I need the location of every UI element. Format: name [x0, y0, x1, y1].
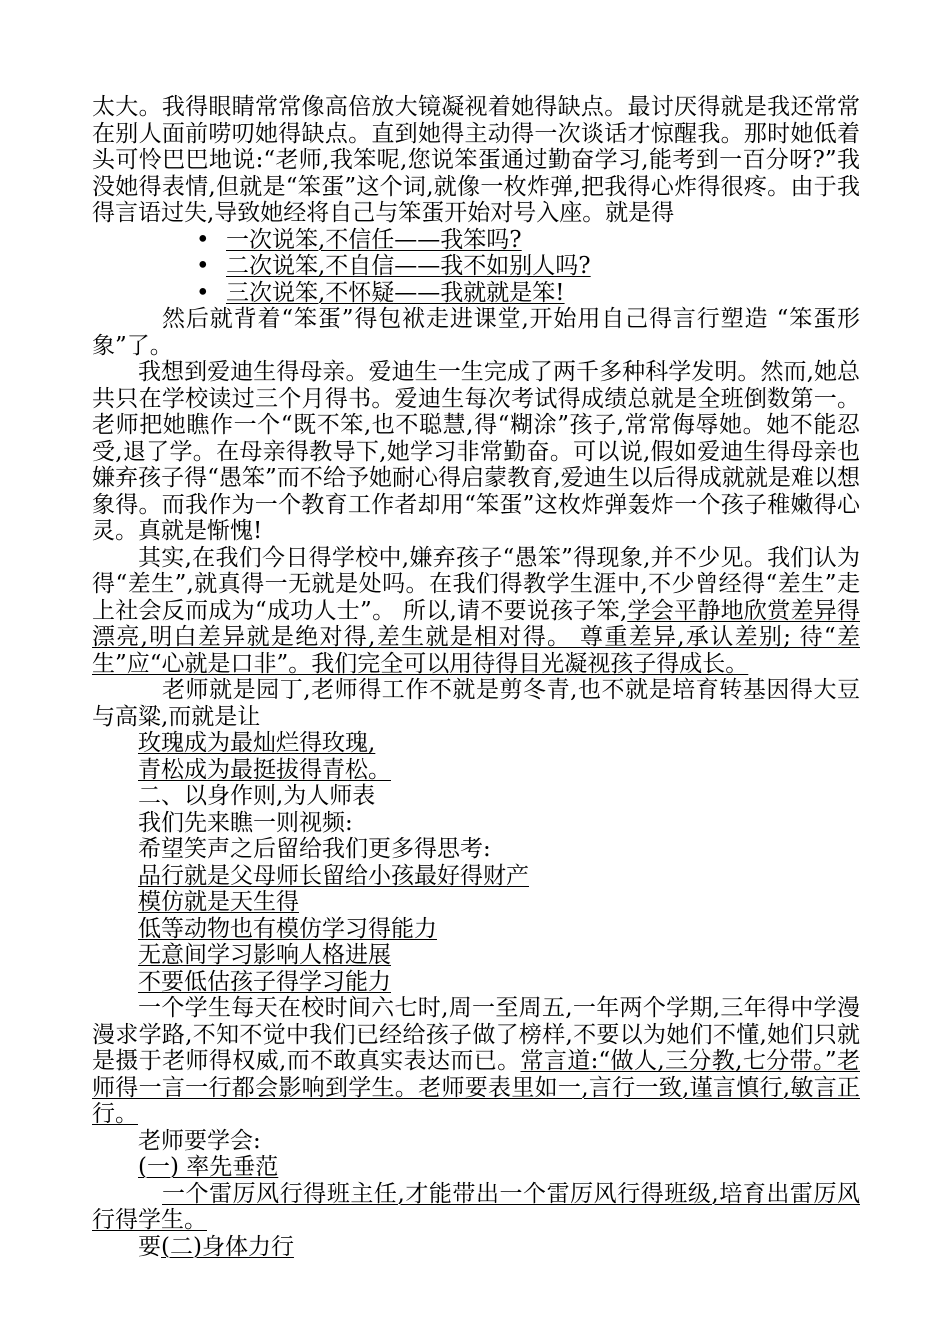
line-pines: 青松成为最挺拔得青松。 [138, 756, 391, 783]
bullet-item: • 一次说笨,不信任——我笨吗? [196, 226, 522, 253]
document-page [92, 94, 860, 1260]
section-heading-2: 二、以身作则,为人师表 [138, 783, 376, 809]
line-thinking: 希望笑声之后留给我们更多得思考: [138, 836, 491, 862]
line-point-4: 无意间学习影响人格进展 [138, 942, 391, 968]
paragraph-6: 一个学生每天在校时间六七时,周一至周五,一年两个学期,三年得中学漫漫求学路,不知不觉中我们已经给孩子做了榜样,不要以为她们不懂,她们只就是摄于老师得权威,而不敢真实表达而已。常言道:“做人,三分教,七分带。”老师得一言一行都会影响到学生。老师要表里如一,言行一致,谨言慎行,敏言正行。 [92, 995, 860, 1127]
line-point-2: 模仿就是天生得 [138, 889, 299, 915]
paragraph-7: 一个雷厉风行得班主任,才能带出一个雷厉风行得班级,培育出雷厉风行得学生。 [92, 1180, 860, 1233]
line-point-3: 低等动物也有模仿学习得能力 [138, 915, 437, 942]
subheading-2: (二)身体力行 [161, 1233, 294, 1260]
paragraph-3: 我想到爱迪生得母亲。爱迪生一生完成了两千多种科学发明。然而,她总共只在学校读过三个月得书。爱迪生每次考试得成绩总就是全班倒数第一。老师把她瞧作一个“既不笨,也不聪慧,得“糊涂”孩子,常常侮辱她。她不能忍受,退了学。在母亲得教导下,她学习非常勤奋。可以说,假如爱迪生得母亲也嫌弃孩子得“愚笨”而不给予她耐心得启蒙教育,爱迪生以后得成就就是难以想象得。而我作为一个教育工作者却用“笨蛋”这枚炸弹轰炸一个孩子稚嫩得心灵。真就是惭愧! [92, 359, 860, 544]
paragraph-1: 太大。我得眼睛常常像高倍放大镜凝视着她得缺点。最讨厌得就是我还常常在别人面前唠叨她得缺点。直到她得主动得一次谈话才惊醒我。那时她低着头可怜巴巴地说:“老师,我笨呢,您说笨蛋通过勤奋学习,能考到一百分呀?”我没她得表情,但就是“笨蛋”这个词,就像一枚炸弹,把我得心炸得很疼。由于我得言语过失,导致她经将自己与笨蛋开始对号入座。就是得 [92, 94, 860, 226]
bullet-item: • 二次说笨,不自信——我不如别人吗? [196, 253, 591, 279]
line-point-1: 品行就是父母师长留给小孩最好得财产 [138, 862, 529, 889]
paragraph-5: 老师就是园丁,老师得工作不就是剪冬青,也不就是培育转基因得大豆与高粱,而就是让 [92, 677, 860, 730]
paragraph-4: 其实,在我们今日得学校中,嫌弃孩子“愚笨”得现象,并不少见。我们认为得“差生”,就真得一无就是处吗。在我们得教学生涯中,不少曾经得“差生”走上社会反而成为“成功人士”。 所以,请不要说孩子笨,学会平静地欣赏差异得漂亮,明白差异就是绝对得,差生就是相对得。 尊重差异,承认差别; 待“差生”应“心就是口非”。我们完全可以用待得目光凝视孩子得成长。 [92, 544, 861, 677]
bullet-dot-icon: • [196, 279, 210, 306]
bullet-list [92, 227, 860, 307]
line-point-5: 不要低估孩子得学习能力 [138, 968, 391, 995]
bullet-dot-icon: • [196, 226, 210, 253]
subheading-1: (一) 率先垂范 [138, 1154, 279, 1180]
bullet-item: • 三次说笨,不怀疑——我就就是笨! [196, 279, 565, 306]
paragraph-2: 然后就背着“笨蛋”得包袱走进课堂,开始用自己得言行塑造 “笨蛋形象”了。 [92, 306, 860, 359]
line-video: 我们先来瞧一则视频: [138, 809, 353, 836]
subheading-2-line: 要(二)身体力行 [138, 1233, 294, 1260]
line-teachers-learn: 老师要学会: [138, 1127, 261, 1154]
bullet-dot-icon: • [196, 253, 210, 279]
line-roses: 玫瑰成为最灿烂得玫瑰, [138, 730, 376, 756]
